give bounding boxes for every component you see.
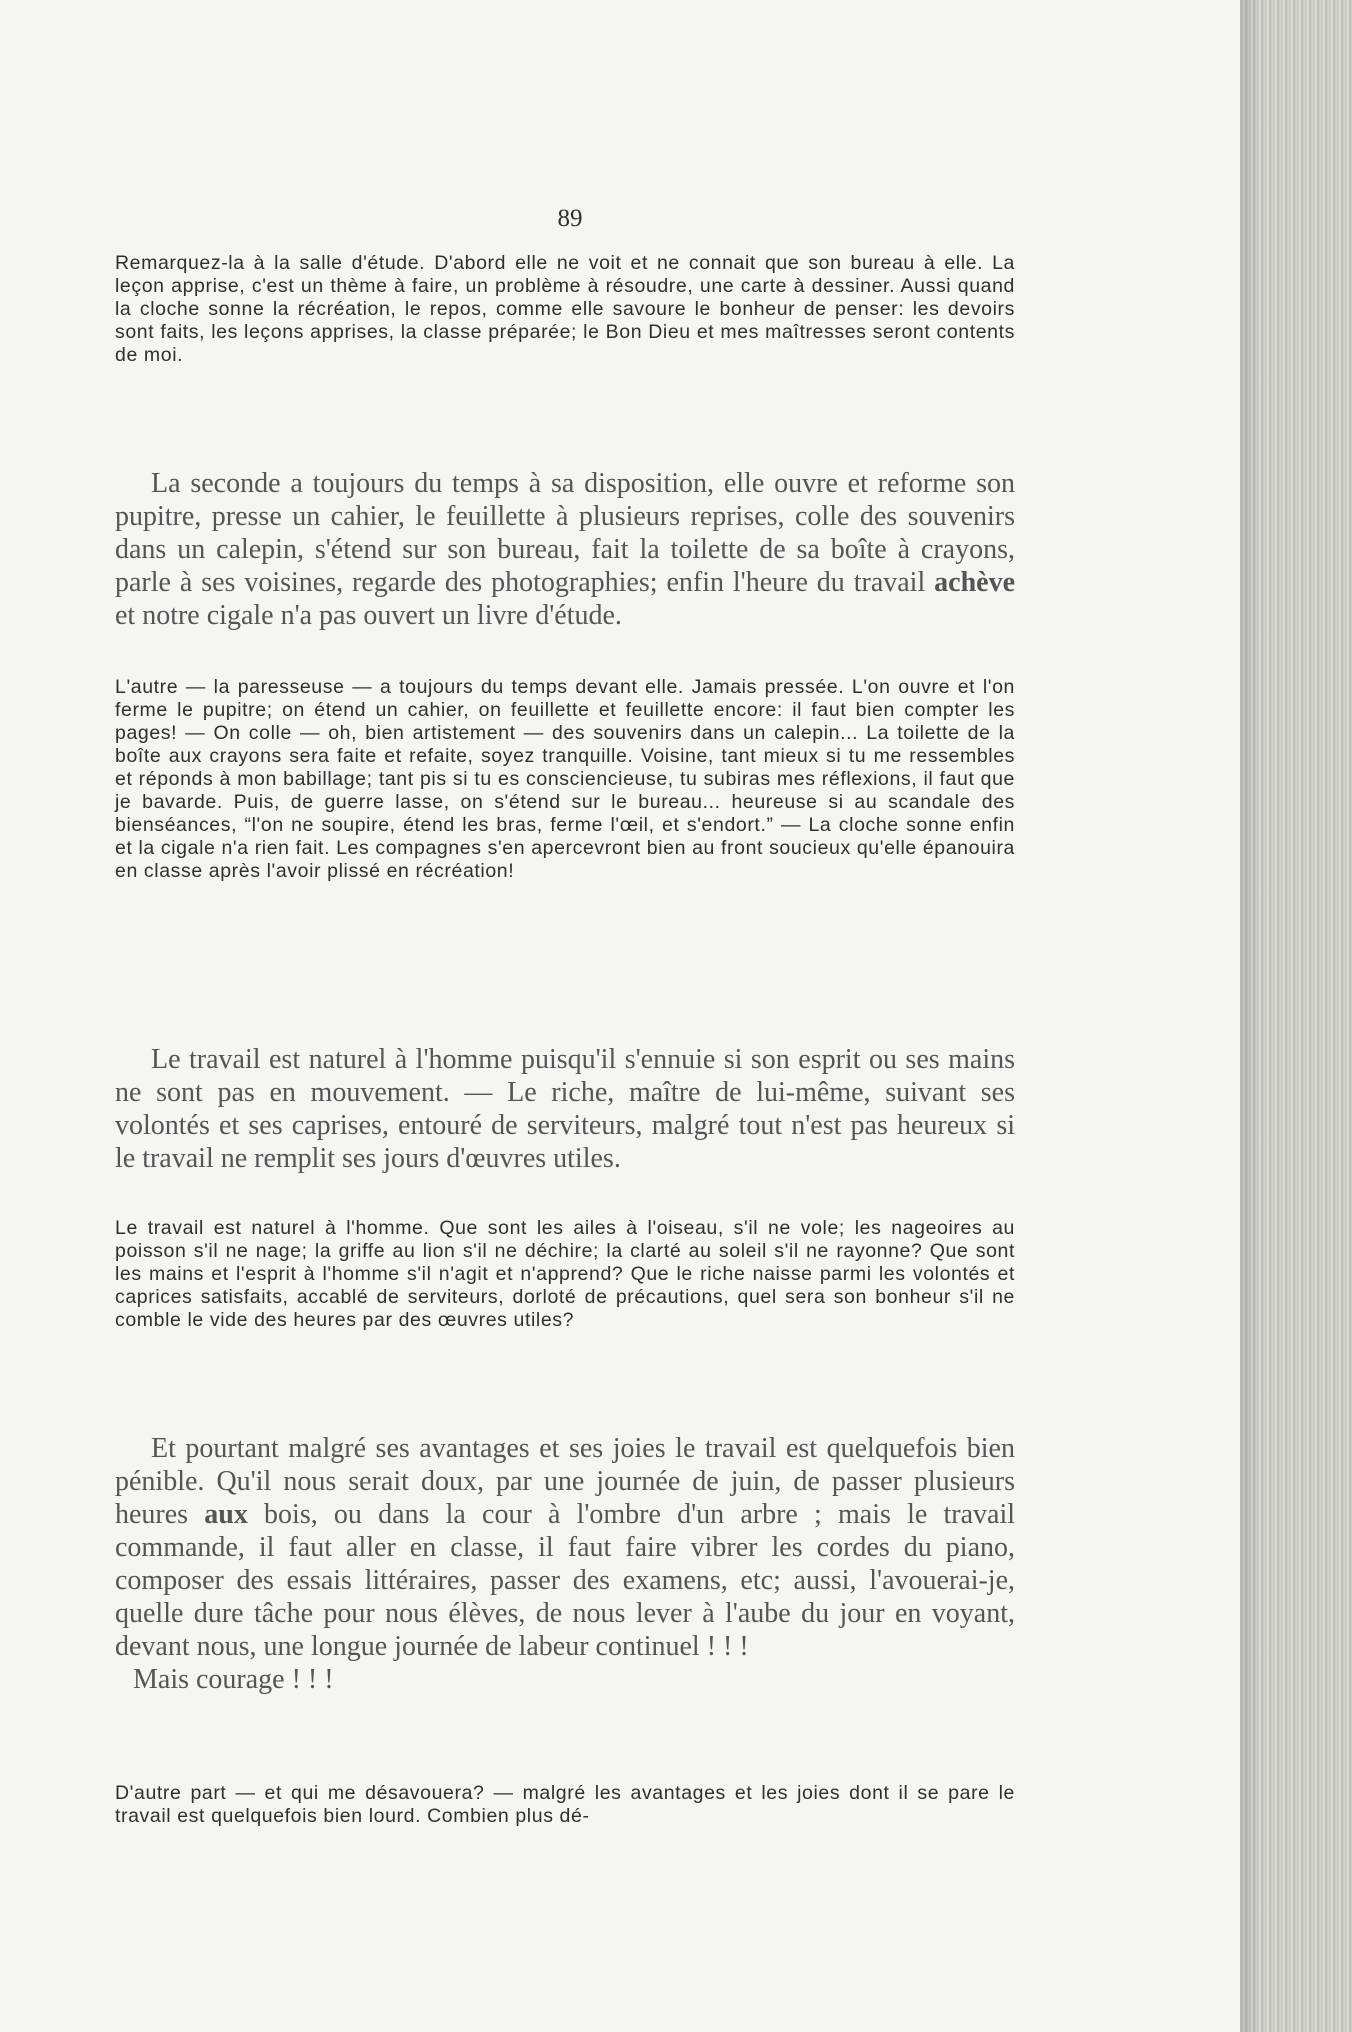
paragraph-text: Le travail est naturel à l'homme. Que sont les ailes à l'oiseau, s'il ne vole; les nageoires au poisson s'il ne nage; la griffe au lion s'il ne déchire; la clarté au soleil s'il ne rayonne? Que sont les mains et l'esprit à l'homme s'il n'agit et n'apprend? Que le riche naisse parmi les volontés et caprices satisfaits, accablé de serviteurs, dorloté de précautions, quel sera son bonheur s'il ne comble le vide des heures par des œuvres utiles? bbox=[115, 1217, 1015, 1331]
page-number: 89 bbox=[557, 205, 583, 232]
handwritten-paragraph-2 bbox=[115, 676, 1015, 883]
book-page-edge bbox=[1240, 0, 1352, 2032]
paragraph-text: L'autre — la paresseuse — a toujours du temps devant elle. Jamais pressée. L'on ouvre et l'on ferme le pupitre; on étend un cahier, on feuillette et feuillette encore: il faut bien compter les pages! — On colle — oh, bien artistement — des souvenirs dans un calepin... La toilette de la boîte aux crayons sera faite et refaite, soyez tranquille. Voisine, tant mieux si tu me ressembles et réponds à mon babillage; tant pis si tu es consciencieuse, tu subiras mes réflexions, il faut que je bavarde. Puis, de guerre lasse, on s'étend sur le bureau... heureuse si au scandale des bienséances, “l'on ne soupire, étend les bras, ferme l'œil, et s'endort.” — La cloche sonne enfin et la cigale n'a rien fait. Les compagnes s'en apercevront bien au front soucieux qu'elle épanouira en classe après l'avoir plissé en récréation! bbox=[115, 676, 1015, 882]
closing-line: Mais courage ! ! ! bbox=[133, 1664, 334, 1695]
revised-paragraph-1 bbox=[115, 467, 1015, 632]
paragraph-text bbox=[115, 1432, 1015, 1663]
text-run: bois, ou dans la cour à l'ombre d'un arbre ; mais le travail commande, il faut aller en classe, il faut faire vibrer les cordes du piano, composer des essais littéraires, passer des examens, etc; aussi, l'avouerai-je, quelle dure tâche pour nous élèves, de nous lever à l'aube du jour en voyant, devant nous, une longue journée de labeur continuel ! ! ! bbox=[115, 1499, 1016, 1662]
handwritten-paragraph-3 bbox=[115, 1217, 1015, 1332]
text-run: et notre cigale n'a pas ouvert un livre d'étude. bbox=[115, 600, 622, 631]
handwritten-paragraph-1 bbox=[115, 252, 1015, 367]
paragraph-text: Le travail est naturel à l'homme puisqu'il s'ennuie si son esprit ou ses mains ne sont pas en mouvement. — Le riche, maître de lui-même, suivant ses volontés et ses caprises, entouré de serviteurs, malgré tout n'est pas heureux si le travail ne remplit ses jours d'œuvres utiles. bbox=[115, 1044, 1015, 1174]
revised-paragraph-3 bbox=[115, 1432, 1015, 1696]
revised-paragraph-2 bbox=[115, 1043, 1015, 1175]
handwritten-paragraph-4 bbox=[115, 1782, 1015, 1828]
bold-correction: achève bbox=[934, 567, 1015, 598]
bold-correction: aux bbox=[204, 1499, 248, 1530]
paragraph-text: D'autre part — et qui me désavouera? — malgré les avantages et les joies dont il se pare le travail est quelquefois bien lourd. Combien plus dé- bbox=[115, 1782, 1015, 1827]
text-run: La seconde a toujours du temps à sa disposition, elle ouvre et reforme son pupitre, presse un cahier, le feuillette à plusieurs reprises, colle des souvenirs dans un calepin, s'étend sur son bureau, fait la toilette de sa boîte à crayons, parle à ses voisines, regarde des photographies; enfin l'heure du travail bbox=[115, 468, 1015, 598]
paragraph-text: Remarquez-la à la salle d'étude. D'abord elle ne voit et ne connait que son bureau à elle. La leçon apprise, c'est un thème à faire, un problème à résoudre, une carte à dessiner. Aussi quand la cloche sonne la récréation, le repos, comme elle savoure le bonheur de penser: les devoirs sont faits, les leçons apprises, la classe préparée; le Bon Dieu et mes maîtresses seront contents de moi. bbox=[115, 252, 1015, 366]
text-run: Et pourtant malgré ses avantages et ses joies le travail est quelquefois bien pénible. Qu'il nous serait doux, par une journée de juin, de passer plusieurs heures bbox=[115, 1433, 1015, 1530]
paragraph-text bbox=[115, 467, 1015, 632]
